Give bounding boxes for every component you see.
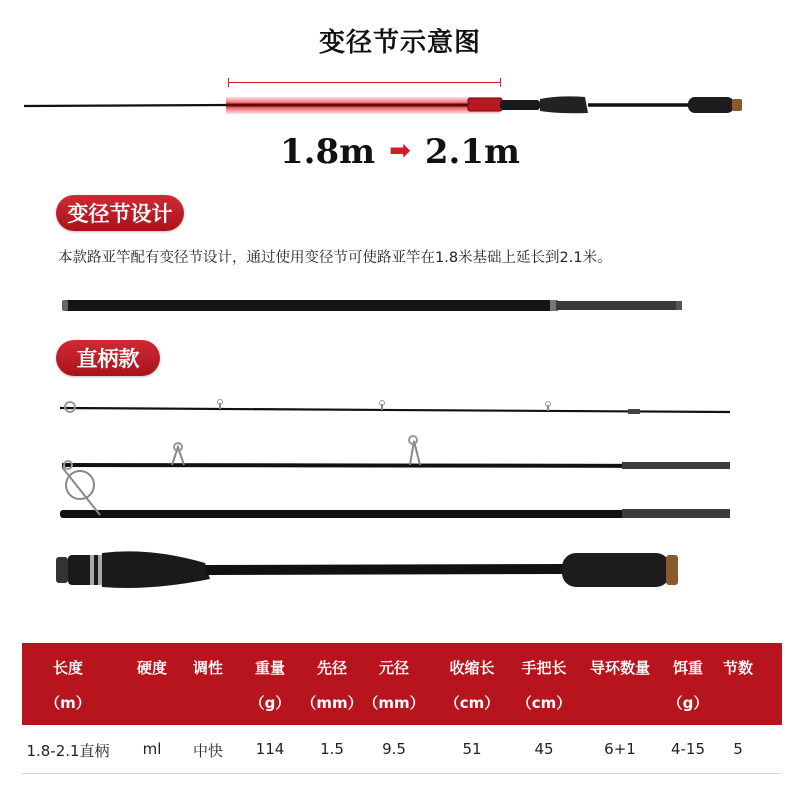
table-cell: 5 (733, 740, 743, 758)
table-header-cell: 元径 (378, 659, 409, 677)
extension-section-illustration (0, 290, 800, 320)
table-header-cell: 长度 (52, 659, 83, 677)
rod-section-butt (60, 467, 730, 518)
table-cell: ml (142, 740, 162, 758)
spec-table-header (22, 643, 782, 725)
table-header-unit: （g） (667, 694, 709, 712)
section-heading-straight-handle: 直柄款 (56, 340, 160, 376)
table-header-cell: 调性 (192, 659, 223, 677)
table-header-cell: 重量 (254, 659, 285, 677)
table-cell: 6+1 (604, 740, 636, 758)
length-change-label (0, 132, 800, 172)
section-heading-extension: 变径节设计 (56, 195, 184, 231)
table-header-cell: 导环数量 (589, 659, 650, 677)
table-header-cell: 饵重 (672, 659, 703, 677)
rod-sections-illustration (0, 395, 800, 595)
table-header-cell: 节数 (722, 659, 753, 677)
rod-section-tip (60, 400, 730, 415)
table-header-cell: 硬度 (136, 659, 167, 677)
table-header-unit: （g） (249, 694, 291, 712)
table-header-unit: （cm） (444, 694, 500, 712)
length-to: 2.1m (424, 132, 521, 172)
dimension-line (228, 82, 501, 83)
table-cell: 1.8-2.1直柄 (26, 742, 110, 760)
table-cell: 9.5 (382, 740, 406, 758)
table-header-cell: 收缩长 (449, 659, 495, 677)
table-cell: 51 (462, 740, 482, 758)
page-title: 变径节示意图 (318, 28, 481, 58)
table-header-unit: （mm） (301, 694, 363, 712)
table-header-unit: （mm） (363, 694, 425, 712)
table-header-cell: 先径 (316, 659, 347, 677)
table-cell: 45 (534, 740, 554, 758)
rod-section-handle (56, 551, 678, 588)
table-cell: 114 (255, 740, 285, 758)
section-description: 本款路亚竿配有变径节设计，通过使用变径节可使路亚竿在1.8米基础上延长到2.1米。 (58, 250, 612, 266)
table-cell: 1.5 (320, 740, 344, 758)
table-header-unit: （m） (45, 694, 91, 712)
arrow-right-icon: ➡ (389, 136, 411, 166)
rod-section-mid (62, 436, 730, 469)
length-from: 1.8m (279, 132, 376, 172)
table-cell: 中快 (192, 742, 223, 760)
table-cell: 4-15 (670, 740, 706, 758)
assembled-rod-illustration (0, 85, 800, 130)
table-header-unit: （cm） (516, 694, 572, 712)
spec-table-row (22, 725, 782, 774)
table-header-cell: 手把长 (521, 659, 567, 677)
